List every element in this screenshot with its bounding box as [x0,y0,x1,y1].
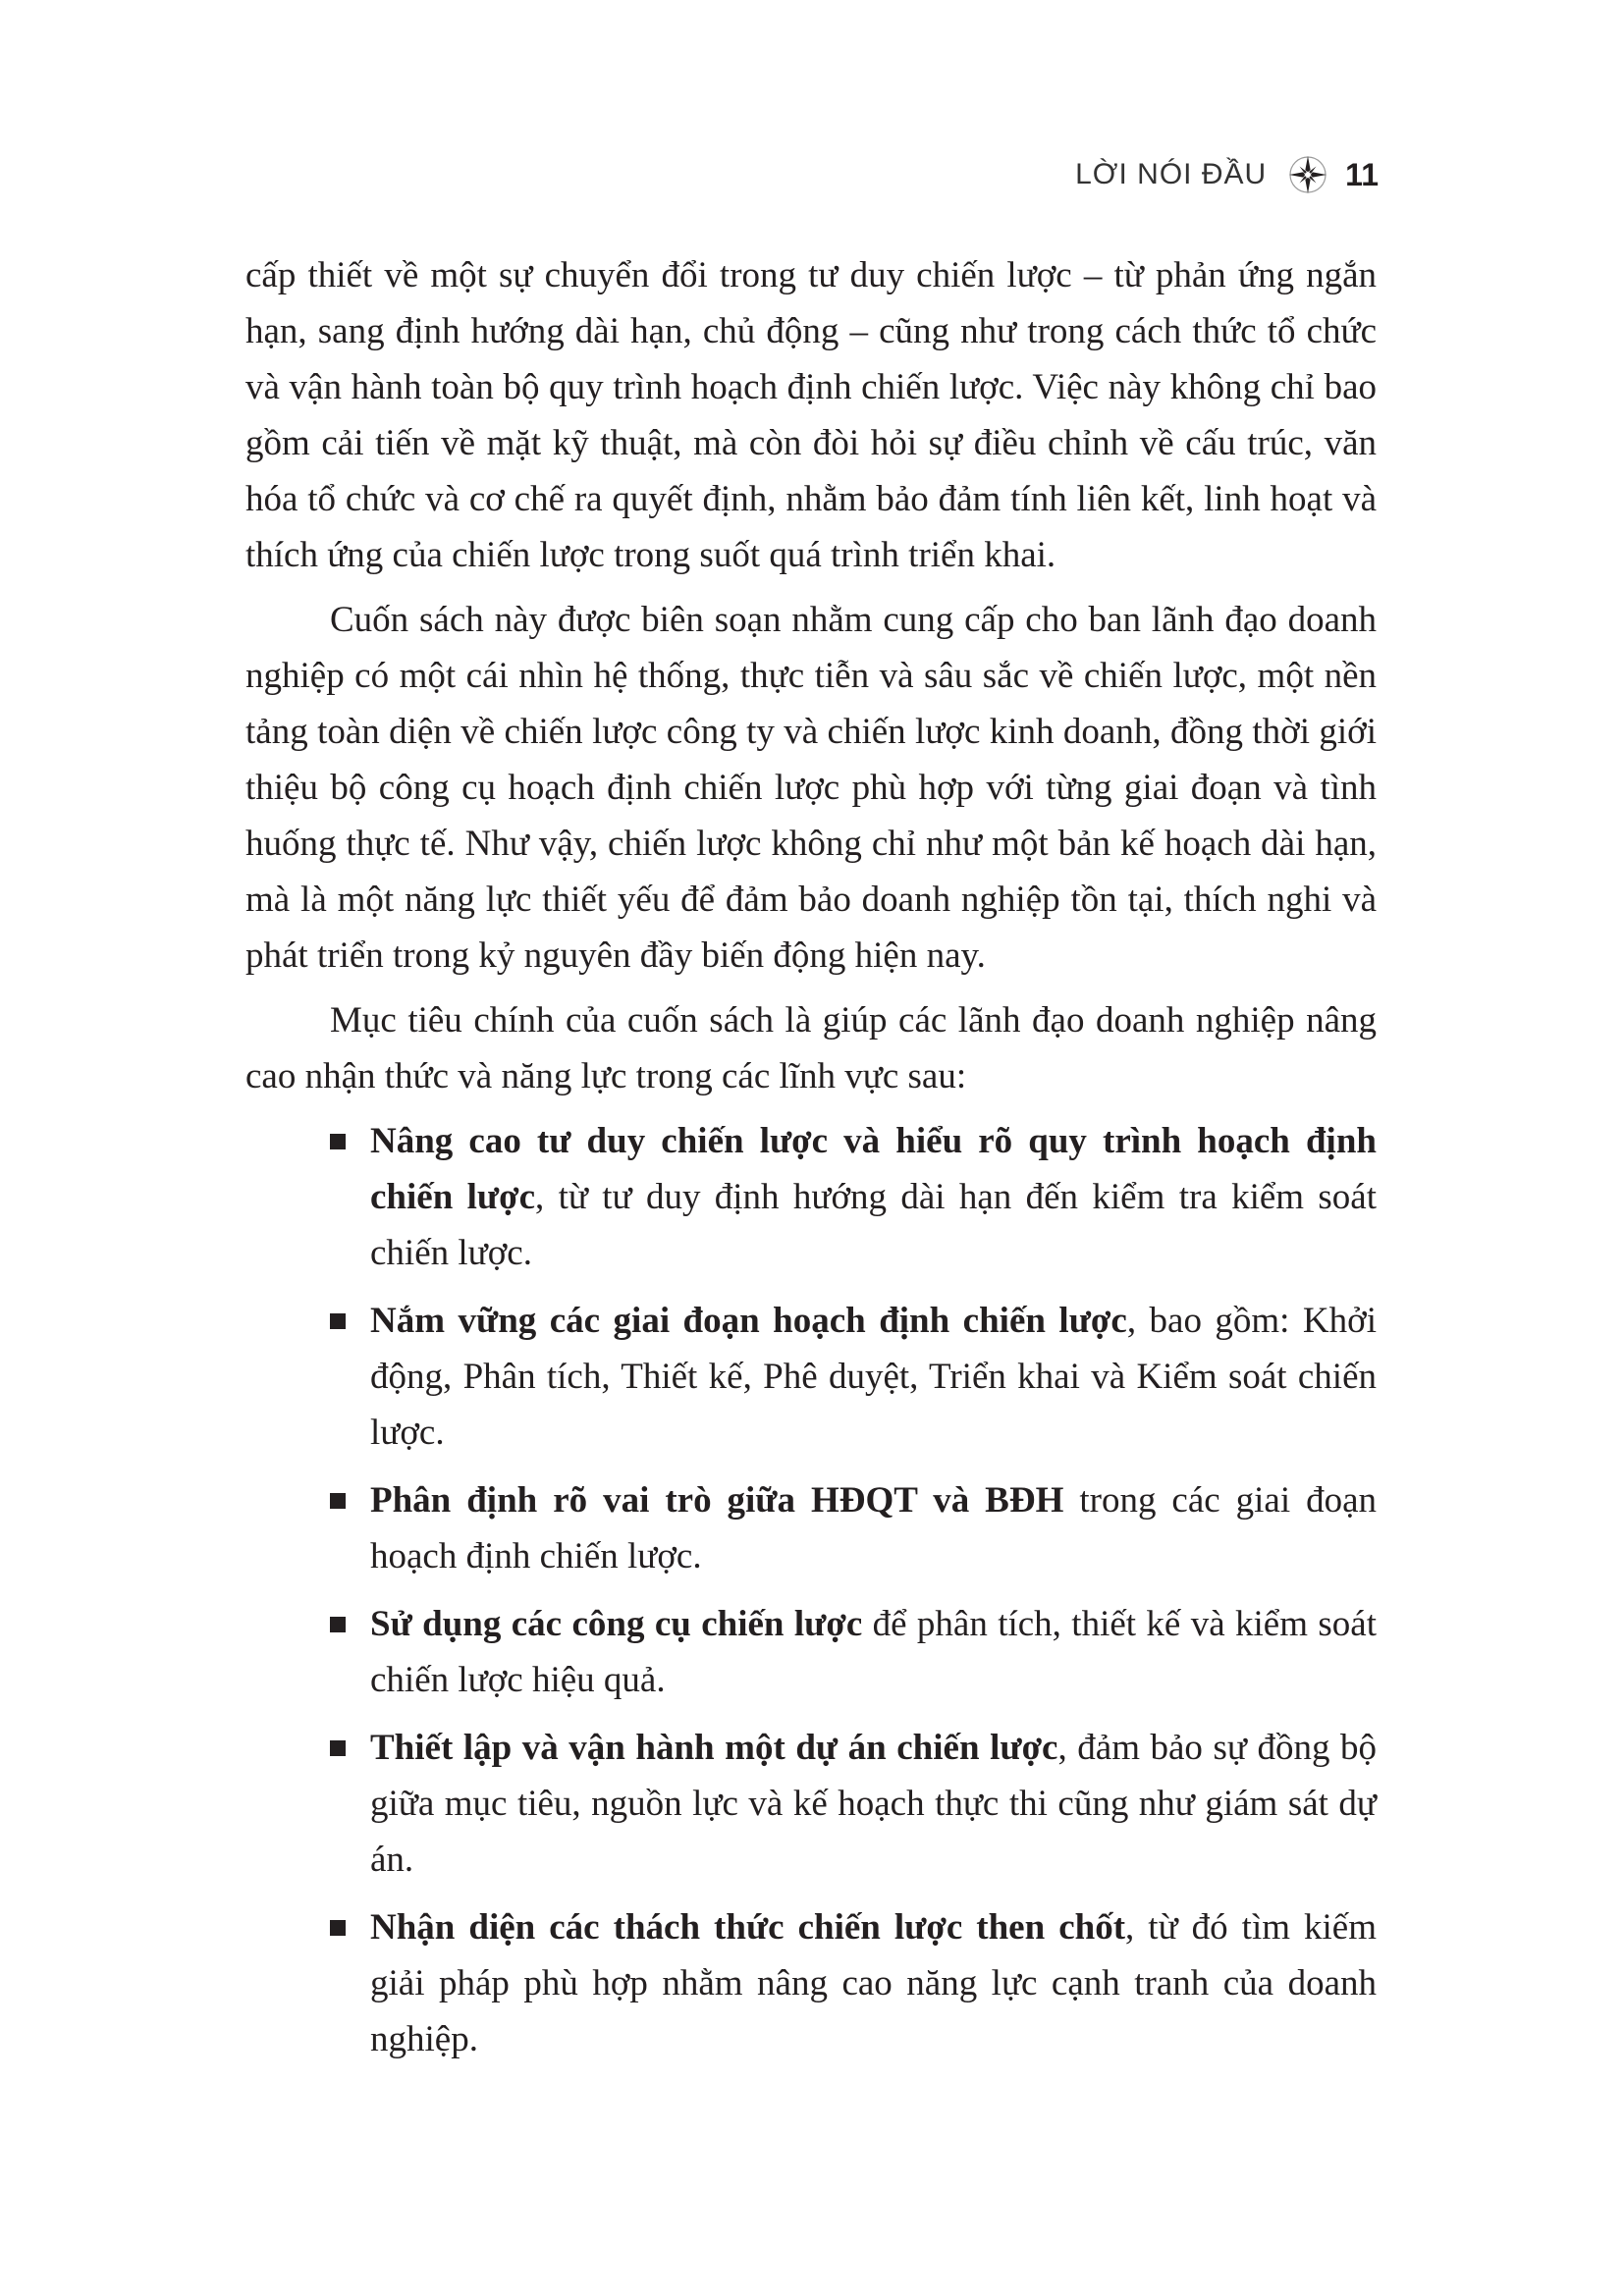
square-bullet-icon [330,1313,346,1329]
list-item-text: , từ đó tìm kiếm giải pháp phù hợp nhằm nâng cao năng lực cạnh tranh của doanh nghiệp. [370,1907,1377,2059]
paragraph: Cuốn sách này được biên soạn nhằm cung cấp cho ban lãnh đạo doanh nghiệp có một cái nhìn hệ thống, thực tiễn và sâu sắc về chiến lược, một nền tảng toàn diện về chiến lược công ty và chiến lược kinh doanh, đồng thời giới thiệu bộ công cụ hoạch định chiến lược phù hợp với từng giai đoạn và tình huống thực tế. Như vậy, chiến lược không chỉ như một bản kế hoạch dài hạn, mà là một năng lực thiết yếu để đảm bảo doanh nghiệp tồn tại, thích nghi và phát triển trong kỷ nguyên đầy biến động hiện nay. [245,600,1377,976]
list-item [245,1720,1377,1888]
list-item [245,1113,1377,1281]
list-item [245,1596,1377,1708]
square-bullet-icon [330,1740,346,1756]
page-number: 11 [1345,156,1379,192]
list-item-text: , bao gồm: Khởi động, Phân tích, Thiết kế, Phê duyệt, Triển khai và Kiểm soát chiến lược. [370,1301,1377,1453]
objectives-list [245,1113,1377,2067]
paragraph: Mục tiêu chính của cuốn sách là giúp các lãnh đạo doanh nghiệp nâng cao nhận thức và năng lực trong các lĩnh vực sau: [245,1000,1377,1096]
list-item-emphasis: Phân định rõ vai trò giữa HĐQT và BĐH [370,1480,1064,1521]
list-item-emphasis: Nâng cao tư duy chiến lược và hiểu rõ quy trình hoạch định chiến lược [370,1121,1377,1217]
paragraph: cấp thiết về một sự chuyển đổi trong tư duy chiến lược – từ phản ứng ngắn hạn, sang định hướng dài hạn, chủ động – cũng như trong cách thức tổ chức và vận hành toàn bộ quy trình hoạch định chiến lược. Việc này không chỉ bao gồm cải tiến về mặt kỹ thuật, mà còn đòi hỏi sự điều chỉnh về cấu trúc, văn hóa tổ chức và cơ chế ra quyết định, nhằm bảo đảm tính liên kết, linh hoạt và thích ứng của chiến lược trong suốt quá trình triển khai. [245,255,1377,575]
list-item-emphasis: Nắm vững các giai đoạn hoạch định chiến lược [370,1301,1127,1341]
list-item-text: trong các giai đoạn hoạch định chiến lược. [370,1480,1377,1576]
list-item-emphasis: Sử dụng các công cụ chiến lược [370,1604,863,1644]
list-item [245,1472,1377,1584]
list-item-text: , từ tư duy định hướng dài hạn đến kiểm tra kiểm soát chiến lược. [370,1177,1377,1273]
list-item-emphasis: Thiết lập và vận hành một dự án chiến lược [370,1728,1058,1768]
list-item-text: , đảm bảo sự đồng bộ giữa mục tiêu, nguồn lực và kế hoạch thực thi cũng như giám sát dự án. [370,1728,1378,1880]
square-bullet-icon [330,1920,346,1936]
square-bullet-icon [330,1134,346,1149]
section-title: LỜI NÓI ĐẦU [1075,158,1268,190]
compass-star-icon [1288,155,1327,194]
list-item-emphasis: Nhận diện các thách thức chiến lược then chốt [370,1907,1126,1948]
list-item [245,1293,1377,1461]
list-item [245,1899,1377,2067]
running-header [1075,155,1379,194]
list-item-text: để phân tích, thiết kế và kiểm soát chiến lược hiệu quả. [370,1604,1377,1700]
square-bullet-icon [330,1493,346,1509]
page-body [245,247,1377,2079]
square-bullet-icon [330,1617,346,1632]
